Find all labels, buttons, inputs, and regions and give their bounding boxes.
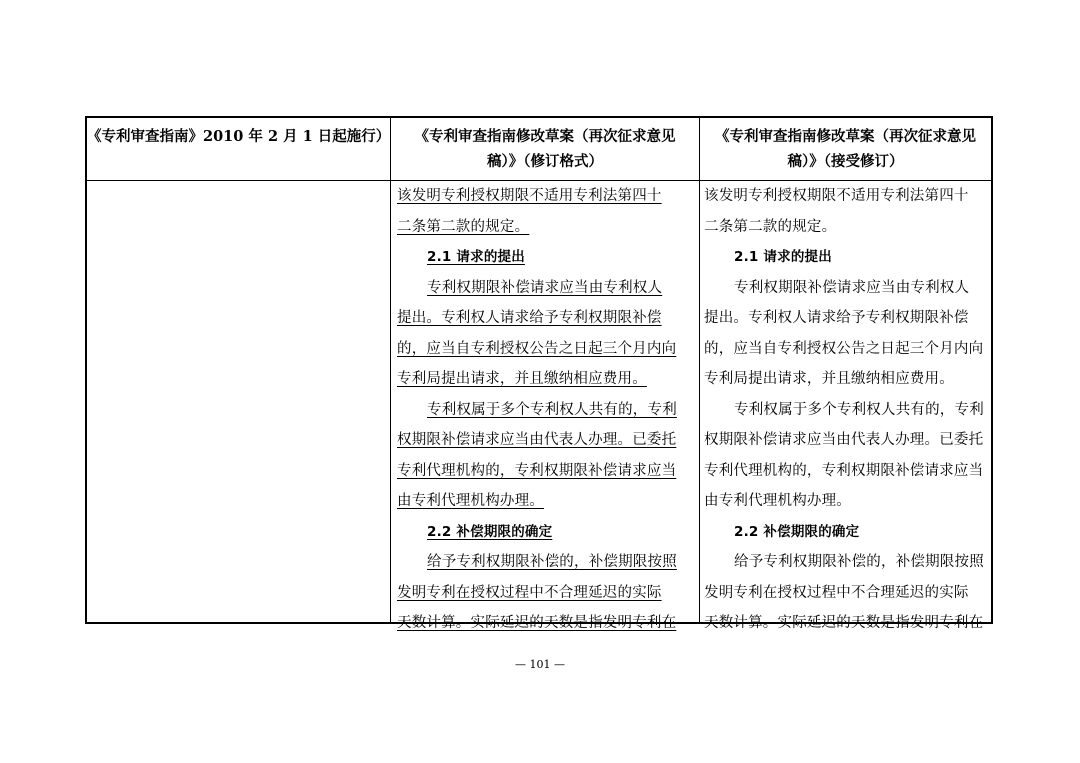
header-original-text: 《专利审查指南》2010 年 2 月 1 日起施行） <box>87 128 391 145</box>
header-accepted-line2: 稿）》（接受修订） <box>787 153 904 170</box>
text-line: 权期限补偿请求应当由代表人办理。已委托 <box>397 432 677 448</box>
text-line: 专利权属于多个专利权人共有的，专利 <box>427 401 677 418</box>
section-heading: 2.1 请求的提出 <box>734 249 832 265</box>
section-heading: 2.2 补偿期限的确定 <box>734 523 860 540</box>
text-line: 由专利代理机构办理。 <box>704 493 851 509</box>
text-line: 给予专利权期限补偿的，补偿期限按照 <box>734 554 984 570</box>
header-revised <box>391 118 699 180</box>
text-line: 权期限补偿请求应当由代表人办理。已委托 <box>704 432 984 448</box>
text-line: 专利代理机构的，专利权期限补偿请求应当 <box>397 462 677 479</box>
header-original <box>87 118 390 180</box>
text-line: 的，应当自专利授权公告之日起三个月内向 <box>704 340 984 357</box>
header-revised-line2: 稿）》（修订格式） <box>487 153 603 170</box>
section-heading: 2.2 补偿期限的确定 <box>427 523 553 540</box>
text-line: 该发明专利授权期限不适用专利法第四十 <box>704 188 969 204</box>
text-line: 提出。专利权人请求给予专利权期限补偿 <box>704 310 969 326</box>
text-line: 专利代理机构的，专利权期限补偿请求应当 <box>704 462 984 479</box>
column-divider <box>390 118 391 622</box>
text-line: 提出。专利权人请求给予专利权期限补偿 <box>397 310 662 326</box>
text-line: 专利局提出请求，并且缴纳相应费用。 <box>397 371 647 387</box>
text-line: 给予专利权期限补偿的，补偿期限按照 <box>427 554 677 570</box>
text-line: 专利权期限补偿请求应当由专利权人 <box>734 279 970 296</box>
text-line: 由专利代理机构办理。 <box>397 493 544 509</box>
text-line: 该发明专利授权期限不适用专利法第四十 <box>397 188 662 204</box>
page-number: — 101 — <box>515 658 565 671</box>
text-line: 二条第二款的规定。 <box>704 218 837 235</box>
text-line: 发明专利在授权过程中不合理延迟的实际 <box>704 584 969 601</box>
comparison-table <box>85 116 993 631</box>
header-accepted <box>700 118 991 180</box>
section-heading: 2.1 请求的提出 <box>427 249 525 265</box>
text-line: 发明专利在授权过程中不合理延迟的实际 <box>397 584 662 601</box>
text-line: 二条第二款的规定。 <box>397 218 530 235</box>
text-line: 天数计算。实际延迟的天数是指发明专利在 <box>704 615 984 631</box>
header-accepted-line1: 《专利审查指南修改草案（再次征求意见 <box>715 128 976 145</box>
header-revised-line1: 《专利审查指南修改草案（再次征求意见 <box>414 128 676 145</box>
revised-column <box>397 181 695 639</box>
text-line: 专利局提出请求，并且缴纳相应费用。 <box>704 371 954 387</box>
text-line: 专利权属于多个专利权人共有的，专利 <box>734 401 984 418</box>
column-divider <box>699 118 700 622</box>
text-line: 专利权期限补偿请求应当由专利权人 <box>427 279 663 296</box>
text-line: 天数计算。实际延迟的天数是指发明专利在 <box>397 615 677 631</box>
text-line: 的，应当自专利授权公告之日起三个月内向 <box>397 340 677 357</box>
accepted-column <box>704 181 991 639</box>
